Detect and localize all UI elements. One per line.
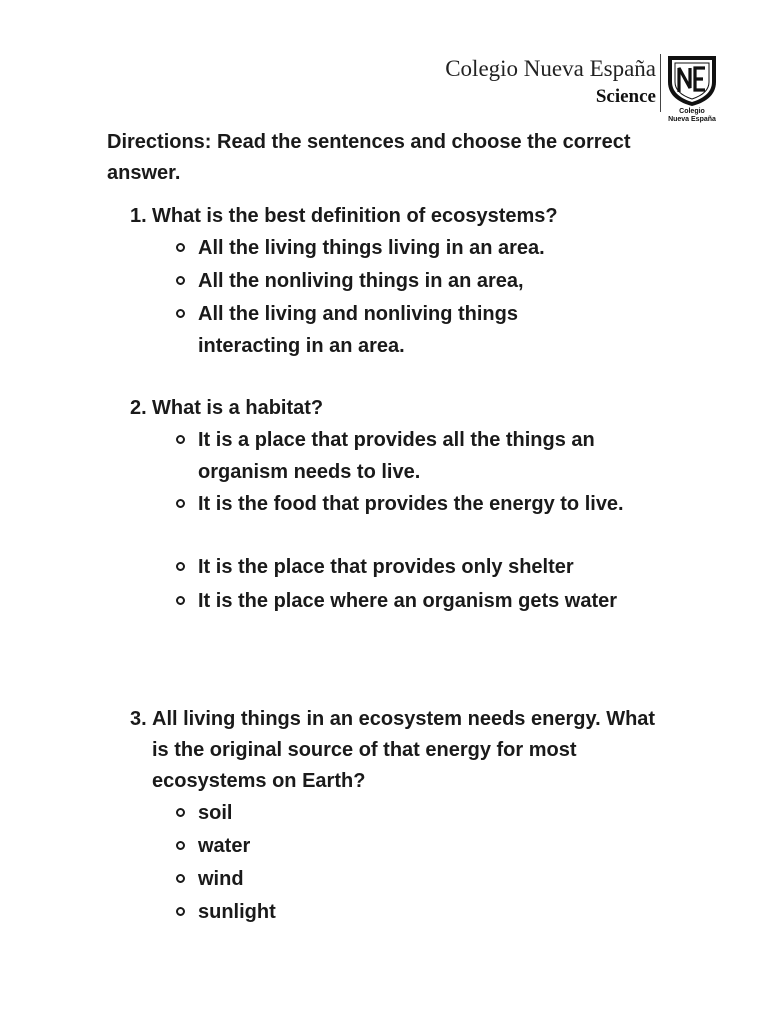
radio-circle-icon	[176, 243, 185, 252]
answer-option[interactable]	[172, 232, 672, 264]
question-number: 3.	[130, 708, 147, 730]
option-text: It is the place that provides only shelter	[198, 556, 574, 578]
document-header	[0, 0, 768, 140]
option-text: sunlight	[198, 901, 276, 923]
option-text: soil	[198, 802, 233, 824]
option-text: It is a place that provides all the things an organism needs to live.	[198, 429, 595, 483]
option-text: All the nonliving things in an area,	[198, 270, 524, 292]
logo-caption-line-1: Colegio	[679, 108, 705, 115]
logo-caption-line-2: Nueva España	[668, 116, 716, 123]
radio-circle-icon	[176, 596, 185, 605]
radio-circle-icon	[176, 499, 185, 508]
option-text: It is the place where an organism gets water	[198, 590, 618, 612]
subject-title: Science	[595, 86, 656, 107]
answer-option[interactable]	[172, 424, 672, 488]
option-text: water	[198, 835, 251, 857]
radio-circle-icon	[176, 276, 185, 285]
answer-option[interactable]	[172, 265, 672, 297]
radio-circle-icon	[176, 874, 185, 883]
logo-caption	[664, 108, 720, 124]
answer-option[interactable]	[172, 896, 672, 928]
question-prompt	[130, 201, 690, 232]
radio-circle-icon	[176, 309, 185, 318]
answer-option[interactable]	[172, 863, 672, 895]
answer-option[interactable]	[172, 298, 592, 362]
answer-option[interactable]	[172, 551, 672, 583]
radio-circle-icon	[176, 562, 185, 571]
header-divider	[660, 54, 661, 112]
shield-crest-icon	[664, 52, 720, 108]
question-number: 2.	[130, 397, 147, 419]
radio-circle-icon	[176, 907, 185, 916]
answer-option[interactable]	[172, 585, 622, 617]
question-text: What is the best definition of ecosystems?	[152, 205, 558, 227]
question-prompt	[130, 704, 670, 797]
radio-circle-icon	[176, 435, 185, 444]
question-text: All living things in an ecosystem needs energy. What is the original source of that energy for most ecosystems on Earth?	[152, 708, 656, 792]
question-prompt	[130, 393, 690, 424]
answer-option[interactable]	[172, 830, 672, 862]
school-logo	[664, 52, 720, 134]
answer-option[interactable]	[172, 488, 672, 520]
question-text: What is a habitat?	[152, 397, 324, 419]
radio-circle-icon	[176, 841, 185, 850]
school-name: Colegio Nueva España	[445, 56, 656, 81]
directions-text: Directions: Read the sentences and choose the correct answer.	[107, 131, 631, 184]
option-text: wind	[198, 868, 244, 890]
answer-option[interactable]	[172, 797, 672, 829]
option-text: All the living and nonliving things interacting in an area.	[198, 303, 518, 357]
option-text: It is the food that provides the energy to live.	[198, 493, 624, 515]
option-text: All the living things living in an area.	[198, 237, 545, 259]
question-number: 1.	[130, 205, 147, 227]
radio-circle-icon	[176, 808, 185, 817]
